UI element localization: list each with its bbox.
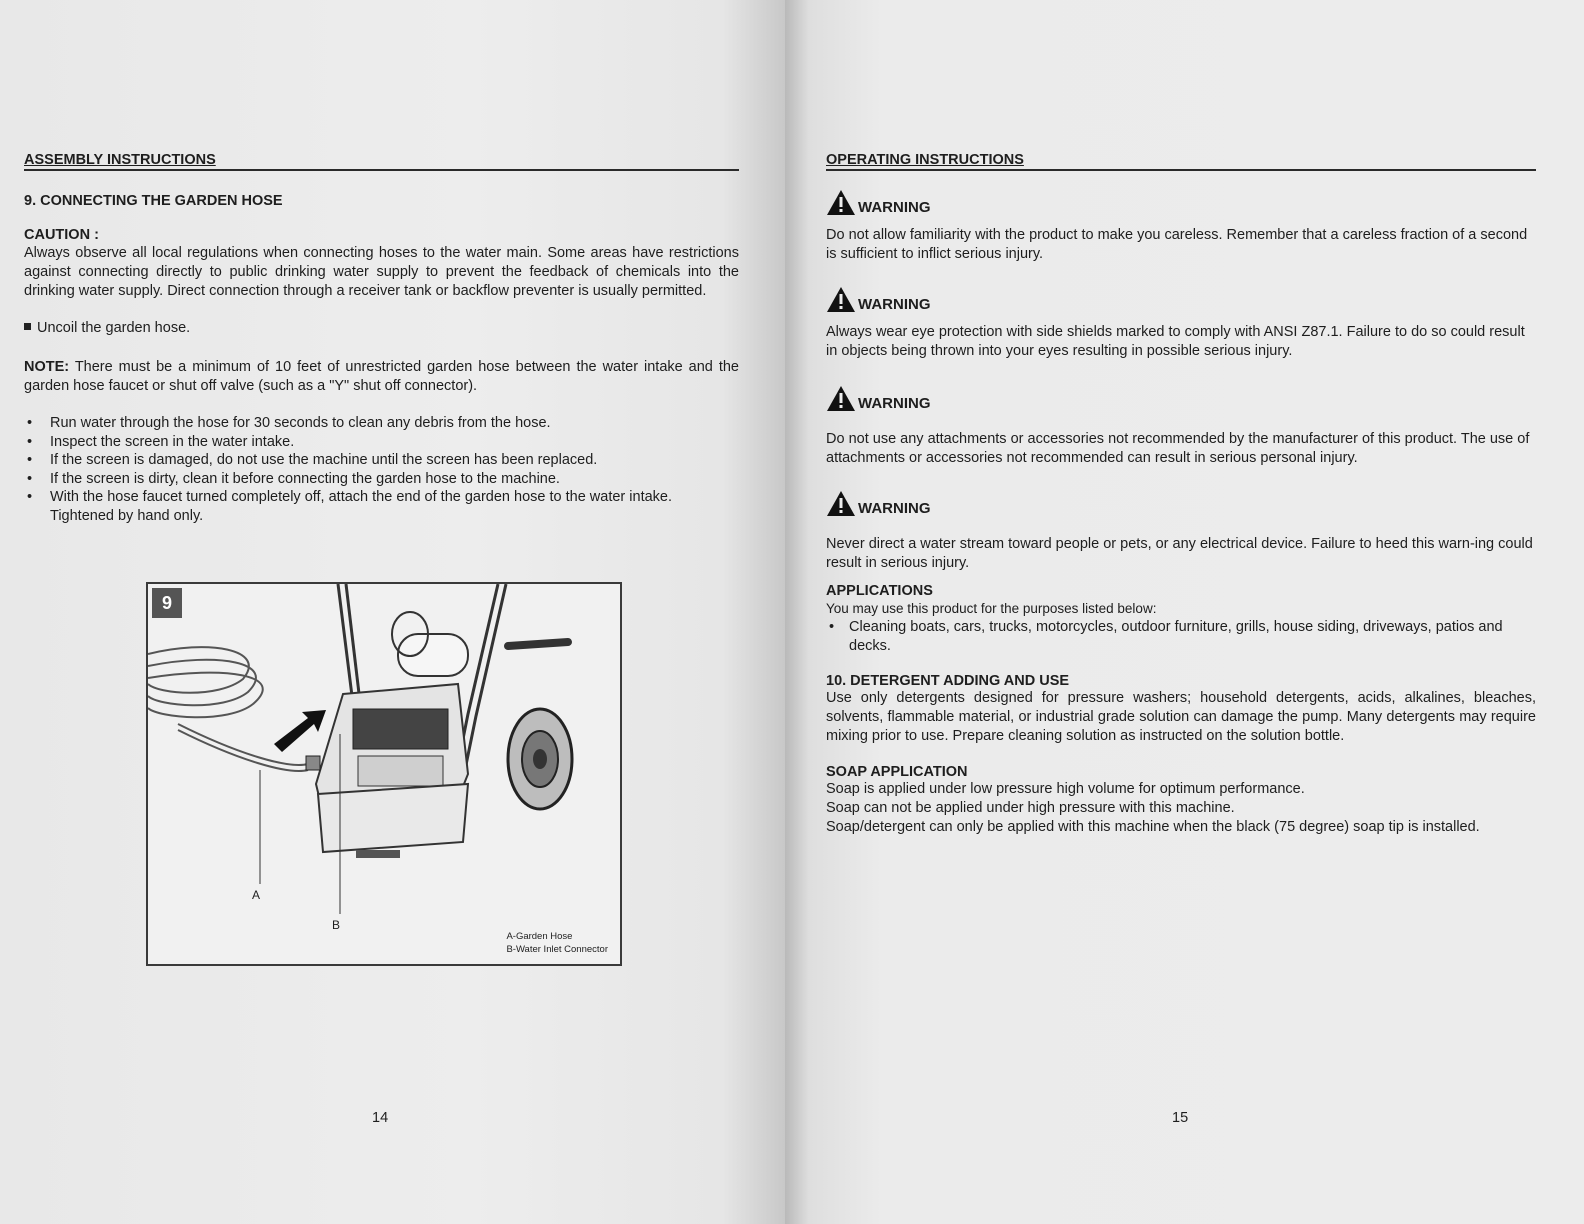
list-item: • If the screen is damaged, do not use the machine until the screen has been replaced. xyxy=(24,451,739,470)
uncoil-text: Uncoil the garden hose. xyxy=(37,320,191,336)
warning-text: Never direct a water stream toward people or pets, or any electrical device. Failure to heed this warn-ing could result in serious injury. xyxy=(826,536,1533,571)
applications-intro: You may use this product for the purposes listed below: xyxy=(826,601,1157,616)
warning-text: Do not use any attachments or accessories not recommended by the manufacturer of this product. The use of attachments or accessories not recommended can result in serious personal injury. xyxy=(826,431,1530,466)
warning-label: WARNING xyxy=(858,395,931,412)
callout-a: A xyxy=(252,888,261,902)
warning-header xyxy=(826,385,1536,412)
legend-item-b: B-Water Inlet Connector xyxy=(506,944,608,955)
soap-line: Soap can not be applied under high pressure with this machine. xyxy=(826,800,1235,816)
warning-text: Always wear eye protection with side shields marked to comply with ANSI Z87.1. Failure to do so could result in objects being thrown into your eyes resulting in possible serious injury. xyxy=(826,324,1525,359)
section-title-assembly: ASSEMBLY INSTRUCTIONS xyxy=(24,152,739,171)
note-text: There must be a minimum of 10 feet of unrestricted garden hose between the water intake and the garden hose faucet or shut off valve (such as a "Y" shut off connector). xyxy=(24,359,739,394)
warning-header xyxy=(826,286,1536,313)
list-item: • Inspect the screen in the water intake. xyxy=(24,433,739,452)
soap-line: Soap/detergent can only be applied with this machine when the black (75 degree) soap tip is installed. xyxy=(826,819,1480,835)
section-title-operating: OPERATING INSTRUCTIONS xyxy=(826,152,1536,171)
figure-number-badge: 9 xyxy=(152,588,182,618)
detergent-title: 10. DETERGENT ADDING AND USE xyxy=(826,673,1070,689)
step-title: 9. CONNECTING THE GARDEN HOSE xyxy=(24,193,283,209)
caution-text: Always observe all local regulations when connecting hoses to the water main. Some areas have restrictions against connecting directly to public drinking water supply to prevent the feedback of chemicals into the drinking water supply. Direct connection through a receiver tank or backflow preventer is usually permitted. xyxy=(24,245,739,299)
note-paragraph xyxy=(24,358,739,396)
warning-text: Do not allow familiarity with the product to make you careless. Remember that a careless fraction of a second is sufficient to inflict serious injury. xyxy=(826,227,1528,262)
hose-steps-list xyxy=(24,414,739,525)
warning-triangle-icon xyxy=(826,490,856,517)
caution-label: CAUTION : xyxy=(24,227,99,243)
list-item: • Cleaning boats, cars, trucks, motorcycles, outdoor furniture, grills, house siding, driveways, patios and decks. xyxy=(826,618,1536,655)
note-label: NOTE: xyxy=(24,359,70,375)
warning-header xyxy=(826,490,1536,517)
list-item: • If the screen is dirty, clean it before connecting the garden hose to the machine. xyxy=(24,470,739,489)
applications-list xyxy=(826,618,1536,655)
page-number-left: 14 xyxy=(372,1110,389,1126)
page-number-right: 15 xyxy=(1172,1110,1189,1126)
warning-triangle-icon xyxy=(826,385,856,412)
list-item: • With the hose faucet turned completely off, attach the end of the garden hose to the water intake. Tightened by hand only. xyxy=(24,488,739,525)
pressure-washer-illustration xyxy=(148,584,620,964)
warning-header xyxy=(826,189,1536,216)
figure-legend xyxy=(506,930,608,956)
detergent-text: Use only detergents designed for pressure washers; household detergents, acids, alkalines, bleaches, solvents, flammable material, or industrial grade solution can damage the pump. Many detergents may require mixing prior to use. Prepare cleaning solution as instructed on the solution bottle. xyxy=(826,690,1536,744)
soap-line: Soap is applied under low pressure high volume for optimum performance. xyxy=(826,781,1305,797)
applications-title: APPLICATIONS xyxy=(826,583,933,599)
soap-title: SOAP APPLICATION xyxy=(826,764,968,780)
figure-9 xyxy=(146,582,622,966)
right-page xyxy=(785,0,1584,1224)
warning-label: WARNING xyxy=(858,199,931,216)
callout-b: B xyxy=(332,918,341,932)
warning-triangle-icon xyxy=(826,189,856,216)
warning-label: WARNING xyxy=(858,500,931,517)
left-page xyxy=(0,0,785,1224)
uncoil-step xyxy=(24,319,739,338)
warning-label: WARNING xyxy=(858,296,931,313)
warning-triangle-icon xyxy=(826,286,856,313)
legend-item-a: A-Garden Hose xyxy=(506,931,573,942)
list-item: • Run water through the hose for 30 seconds to clean any debris from the hose. xyxy=(24,414,739,433)
square-bullet-icon xyxy=(24,323,31,330)
